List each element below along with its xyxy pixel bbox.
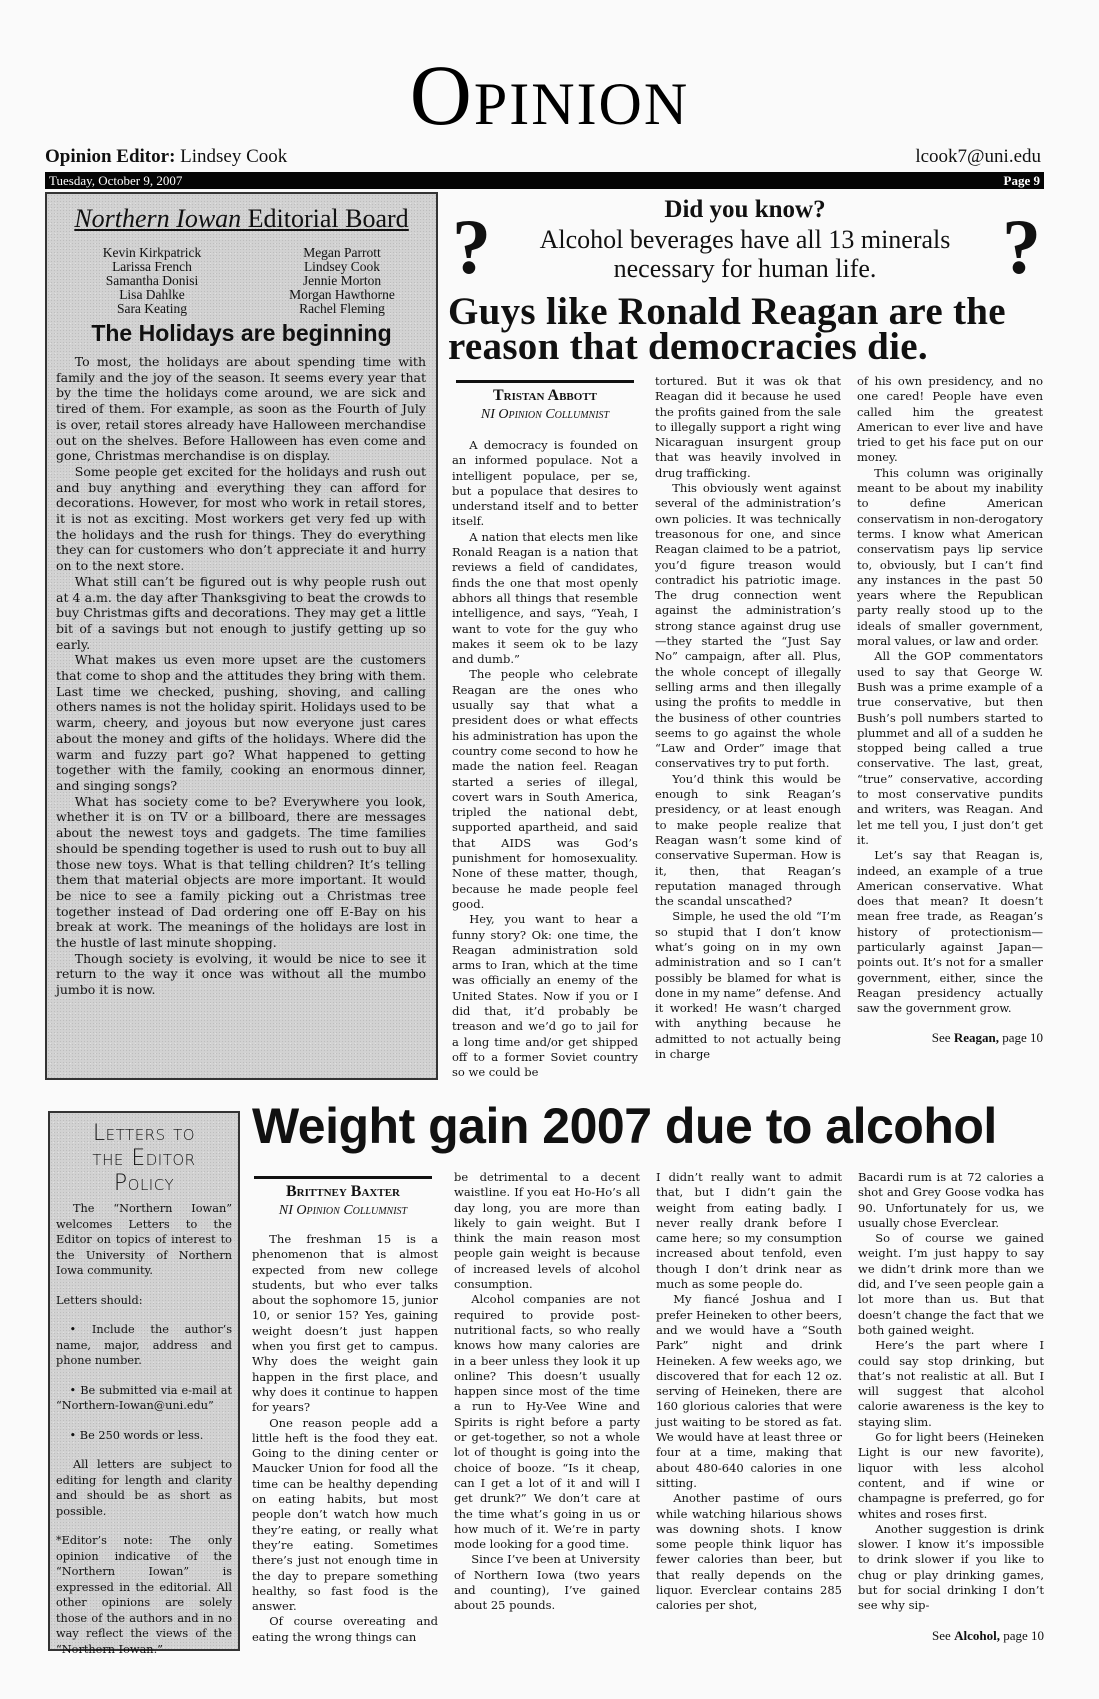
paper-name: Northern Iowan (74, 204, 242, 233)
editorial-board-title (47, 204, 436, 234)
page-number: Page 9 (1003, 173, 1040, 188)
paragraph: Go for light beers (Heineken Light is our new favorite), liquor with less alcohol content, and if wine or champagne is preferred, go for whites and roses first. (858, 1430, 1044, 1521)
board-member: Sara Keating (116, 301, 188, 316)
date-bar (45, 172, 1044, 189)
paragraph: of his own presidency, and no one cared! People have even called him the greatest American to ever live and have tried to get his face put on our money. (857, 374, 1043, 465)
alcohol-jump-link[interactable] (858, 1628, 1044, 1644)
byline-rule (456, 380, 634, 383)
paragraph: The people who celebrate Reagan are the ones who usually say that what a president does or what effects his administration has upon the country come second to how he made the nation feel. Reagan started a series of illegal, covert wars in South America, tripled the national debt, supported apartheid, and said that AIDS was God’s punishment for homosexuality. None of these matter, though, because he made people feel good. (452, 667, 638, 911)
jump-word: Alcohol, (954, 1627, 1000, 1643)
alcohol-byline (254, 1176, 432, 1219)
jump-prefix: See (932, 1627, 955, 1643)
paragraph: Of course overeating and eating the wrong things can (252, 1614, 438, 1644)
policy-rule: • Include the author’s name, major, address and phone number. (56, 1323, 232, 1367)
alcohol-column-2 (454, 1170, 640, 1614)
editor-email[interactable]: lcook7@uni.edu (915, 146, 1041, 167)
reagan-headline: Guys like Ronald Reagan are the reason that democracies die. (448, 290, 1006, 368)
board-member: Kevin Kirkpatrick (102, 245, 202, 260)
paragraph: So of course we gained weight. I’m just happy to say we didn’t drink more than we did, and I’ve seen people gain a lot more than us. But that doesn’t change the fact that we both gained weight. (858, 1231, 1044, 1337)
reagan-column-1 (452, 438, 638, 1080)
jump-prefix: See (931, 1030, 954, 1046)
paragraph: A nation that elects men like Ronald Reagan is a nation that reviews a field of candidates, finds the one that most openly abhors all things that resemble intelligence, and says, “Yeah, I want to vote for the guy who makes it seem ok to be lazy and dumb.” (452, 529, 638, 667)
policy-intro: The “Northern Iowan” welcomes Letters to the Editor on topics of interest to the University of Northern Iowa community. (56, 1202, 232, 1277)
editorial-headline: The Holidays are beginning (91, 320, 392, 346)
paragraph: What still can’t be figured out is why people rush out at 4 a.m. the day after Thanksgiving to beat the crowds to buy Christmas gifts and decorations. They may get a little bit of a savings but not enough to justify getting up so early. (56, 573, 426, 652)
did-you-know-title: Did you know? (664, 196, 826, 223)
reagan-column-3 (857, 374, 1043, 1046)
paragraph: Here’s the part where I could say stop drinking, but that’s not realistic at all. But I will suggest that alcohol calorie awareness is the key to staying slim. (858, 1338, 1044, 1429)
title-line: Letters to (92, 1121, 196, 1146)
paragraph: This column was originally meant to be about my inability to define American conservatism in non-derogatory terms. I know what American conservatism pays lip service to, obviously, but I can’t find any instances in the past 50 years where the Republican party really stood up to the ideals of smaller government, moral values, or law and order. (857, 465, 1043, 649)
letters-policy-body (56, 1201, 232, 1657)
board-members-right (247, 246, 437, 316)
letters-policy-box (48, 1111, 240, 1656)
policy-rule: • Be submitted via e-mail at “Northern-Iowan@uni.edu” (56, 1383, 232, 1412)
paragraph: This obviously went against several of the administration’s own policies. It was technically treasonous for one, and since Reagan claimed to be a patriot, you’d figure treason would contradict his patriotic image. The drug connection went against the administration’s strong stance against drug use—they started the “Just Say No” campaign, after all. Plus, the whole concept of illegally selling arms and then illegally using the profits to meddle in the business of other countries seems to go against the whole “Law and Order” image that conservatives try to put forth. (655, 481, 841, 771)
reagan-byline (456, 380, 634, 423)
board-members-left (57, 246, 247, 316)
paragraph: All the GOP commentators used to say that George W. Bush was a prime example of a true conservative, but then Bush’s poll numbers started to plummet and all of a sudden he stopped being called a true conservative. The last, great, “true” conservative, according to most conservative pundits and writers, was Reagan. And let me tell you, I just don’t get it. (857, 649, 1043, 847)
board-member: Lindsey Cook (303, 259, 381, 274)
byline-rule (254, 1176, 432, 1179)
policy-editing: All letters are subject to editing for length and clarity and should be as short as possible. (56, 1458, 232, 1518)
paragraph: I didn’t really want to admit that, but I didn’t gain the weight from eating badly. I never really drank before I came here; so my consumption increased about tenfold, even though I don’t drink near as much as some people do. (656, 1170, 842, 1292)
board-member: Larissa French (112, 259, 192, 274)
paragraph: Though society is evolving, it would be nice to see it return to the way it once was without all the mumbo jumbo it is now. (56, 950, 426, 998)
author-role: NI Opinion Collumnist (480, 407, 610, 422)
alcohol-column-3 (656, 1170, 842, 1614)
editors-note: *Editor’s note: The only opinion indicative of the “Northern Iowan” is expressed in the editorial. All other opinions are solely those of the authors and in no way reflect the views of the “Northern Iowan.” (56, 1534, 232, 1656)
issue-date: Tuesday, October 9, 2007 (49, 173, 183, 188)
author-role: NI Opinion Collumnist (278, 1203, 408, 1218)
editorial-body (56, 354, 426, 998)
jump-page: page 10 (999, 1627, 1044, 1643)
paragraph: tortured. But it was ok that Reagan did it because he used the profits gained from the sale to illegally support a right wing Nicaraguan insurgent group that was heavily involved in drug trafficking. (655, 374, 841, 480)
did-you-know-fact: Alcohol beverages have all 13 minerals necessary for human life. (539, 225, 951, 283)
editor-name: Lindsey Cook (180, 146, 288, 167)
board-member: Megan Parrott (303, 245, 381, 260)
author-name: Tristan Abbott (493, 387, 597, 404)
title-line: the Editor (92, 1146, 196, 1171)
opinion-editor-line (45, 146, 287, 168)
paragraph: Simple, he used the old “I’m so stupid that I don’t know what’s going on in my own administration and so I can’t possibly be blamed for what is done in my name” defense. And it worked! He wasn’t charged with anything because he admitted to not actually being in charge (655, 909, 841, 1062)
paragraph: Another suggestion is drink slower. I know it’s impossible to drink slower if you like to chug or play drinking games, but for social drinking I don’t see why sip- (858, 1521, 1044, 1613)
paragraph: What makes us even more upset are the customers that come to shop and the attitudes they bring with them. Last time we checked, pushing, shoving, and calling others names is not the holiday spirit. Holidays used to be warm, cheery, and joyous but now everyone just cares about the money and gifts of the holidays. Where did the warm and fuzzy part go? What happened to getting together with the family, cooking an enormous dinner, and singing songs? (56, 652, 426, 793)
editorial-box (45, 192, 438, 1080)
board-member: Jennie Morton (302, 273, 382, 288)
board-label: Editorial Board (241, 204, 409, 233)
paragraph: My fiancé Joshua and I prefer Heineken to other beers, and we would have a “South Park” night and drink Heineken. A few weeks ago, we discovered that for each 12 oz. serving of Heineken, there are 160 glorious calories that were just waiting to be stored as fat. We would have at least three or four at a time, making that about 480-640 calories in one sitting. (656, 1292, 842, 1490)
title-line: Policy (113, 1171, 175, 1196)
question-mark-icon: ? (1002, 203, 1041, 290)
reagan-jump-link[interactable] (857, 1030, 1043, 1046)
jump-page: page 10 (998, 1030, 1043, 1046)
board-member: Samantha Donisi (105, 273, 199, 288)
paragraph: A democracy is founded on an informed populace. Not a intelligent populace, per se, but a populace that desires to understand itself and to better itself. (452, 438, 638, 529)
paragraph: Alcohol companies are not required to provide post-nutritional facts, so who really knows how many calories are in a beer unless they look it up online? This doesn’t usually happen since most of the time a run to Hy-Vee Wine and Spirits is right before a party or get-together, so not a whole lot of thought is going into the choice of booze. “Is it cheap, can I get a lot of it and will I get drunk?” We don’t care at the time what’s going in us or how much of it. We’re in party mode looking for a good time. (454, 1292, 640, 1552)
paragraph: Hey, you want to hear a funny story? Ok: one time, the Reagan administration sold arms to Iran, which at the time was officially an enemy of the United States. Now if you or I did that, it’d probably be treason and we’d go to jail for a long time and/or get shipped off to a former Soviet country so we could be (452, 912, 638, 1080)
editor-label: Opinion Editor: (45, 146, 176, 167)
alcohol-headline: Weight gain 2007 due to alcohol (252, 1098, 997, 1154)
jump-word: Reagan, (953, 1030, 999, 1046)
paragraph: What has society come to be? Everywhere you look, whether it is on TV or a billboard, there are messages about the newest toys and gadgets. The time families should be spending together is used to rush out to buy all those new toys. What is that telling children? It’s telling them that material objects are more important. It would be nice to see a family picking out a Christmas tree together instead of Dad ordering one off E-Bay on his break at work. The meanings of the holidays are lost in the hustle of last minute shopping. (56, 793, 426, 951)
section-title: Opinion (409, 47, 690, 143)
board-member: Morgan Hawthorne (289, 287, 395, 302)
alcohol-column-1 (252, 1232, 438, 1645)
paragraph: Since I’ve been at University of Northern Iowa (two years and counting), I’ve gained about 25 pounds. (454, 1552, 640, 1613)
letters-policy-title (50, 1121, 238, 1196)
question-mark-icon: ? (452, 203, 491, 290)
policy-rule: • Be 250 words or less. (69, 1428, 204, 1442)
alcohol-column-4 (858, 1170, 1044, 1644)
paragraph: The freshman 15 is a phenomenon that is almost expected from new college students, but who ever talks about the sophomore 15, junior 10, or senior 15? Yes, gaining weight doesn’t just happen when you first get to campus. Why does the weight gain happen in the first place, and why does it continue to happen for years? (252, 1232, 438, 1415)
paragraph: Let’s say that Reagan is, indeed, an example of a true American conservative. What does that mean? It doesn’t mean free trade, as Reagan’s history of protectionism—particularly against Japan—points out. It’s not for a smaller government, either, since the Reagan presidency actually saw the government grow. (857, 848, 1043, 1016)
policy-should-label: Letters should: (56, 1293, 143, 1307)
paragraph: Bacardi rum is at 72 calories a shot and Grey Goose vodka has 90. Unfortunately for us, we usually chose Everclear. (858, 1170, 1044, 1230)
paragraph: One reason people add a little heft is the food they eat. Going to the dining center or Maucker Union for food all the time can be healthy depending on eating habits, but most people don’t watch how much they’re eating, or really what they’re eating. Sometimes there’s just not enough time in the day to prepare something healthy, so fast food is the answer. (252, 1415, 438, 1614)
reagan-column-2 (655, 374, 841, 1062)
author-name: Brittney Baxter (286, 1183, 400, 1200)
paragraph: be detrimental to a decent waistline. If you eat Ho-Ho’s all day long, you are more than likely to gain weight. But I think the main reason most people gain weight is because of increased levels of alcohol consumption. (454, 1170, 640, 1292)
board-member: Lisa Dahlke (119, 287, 185, 302)
paragraph: Some people get excited for the holidays and rush out and buy anything and everything they can afford for decorations. However, for most who work in retail stores, it is not as exciting. Most workers get very fed up with the holidays and the rush for things. They do everything they can for customers who don’t appreciate it and hurry on to the next store. (56, 463, 426, 574)
board-member: Rachel Fleming (299, 301, 385, 316)
paragraph: You’d think this would be enough to sink Reagan’s presidency, or at least enough to make people realize that Reagan wasn’t some kind of conservative Superman. How is it, then, that Reagan’s reputation managed through the scandal unscathed? (655, 771, 841, 909)
paragraph: Another pastime of ours while watching hilarious shows was downing shots. I know some people think liquor has fewer calories than beer, but that really depends on the liquor. Everclear contains 285 calories per shot, (656, 1491, 842, 1613)
paragraph: To most, the holidays are about spending time with family and the joy of the season. It seems every year that by the time the holidays come around, we are sick and tired of them. For example, as soon as the Fourth of July is over, retail stores already have Halloween merchandise out on the shelves. Before Halloween has even come and gone, Christmas merchandise is on display. (56, 354, 426, 464)
